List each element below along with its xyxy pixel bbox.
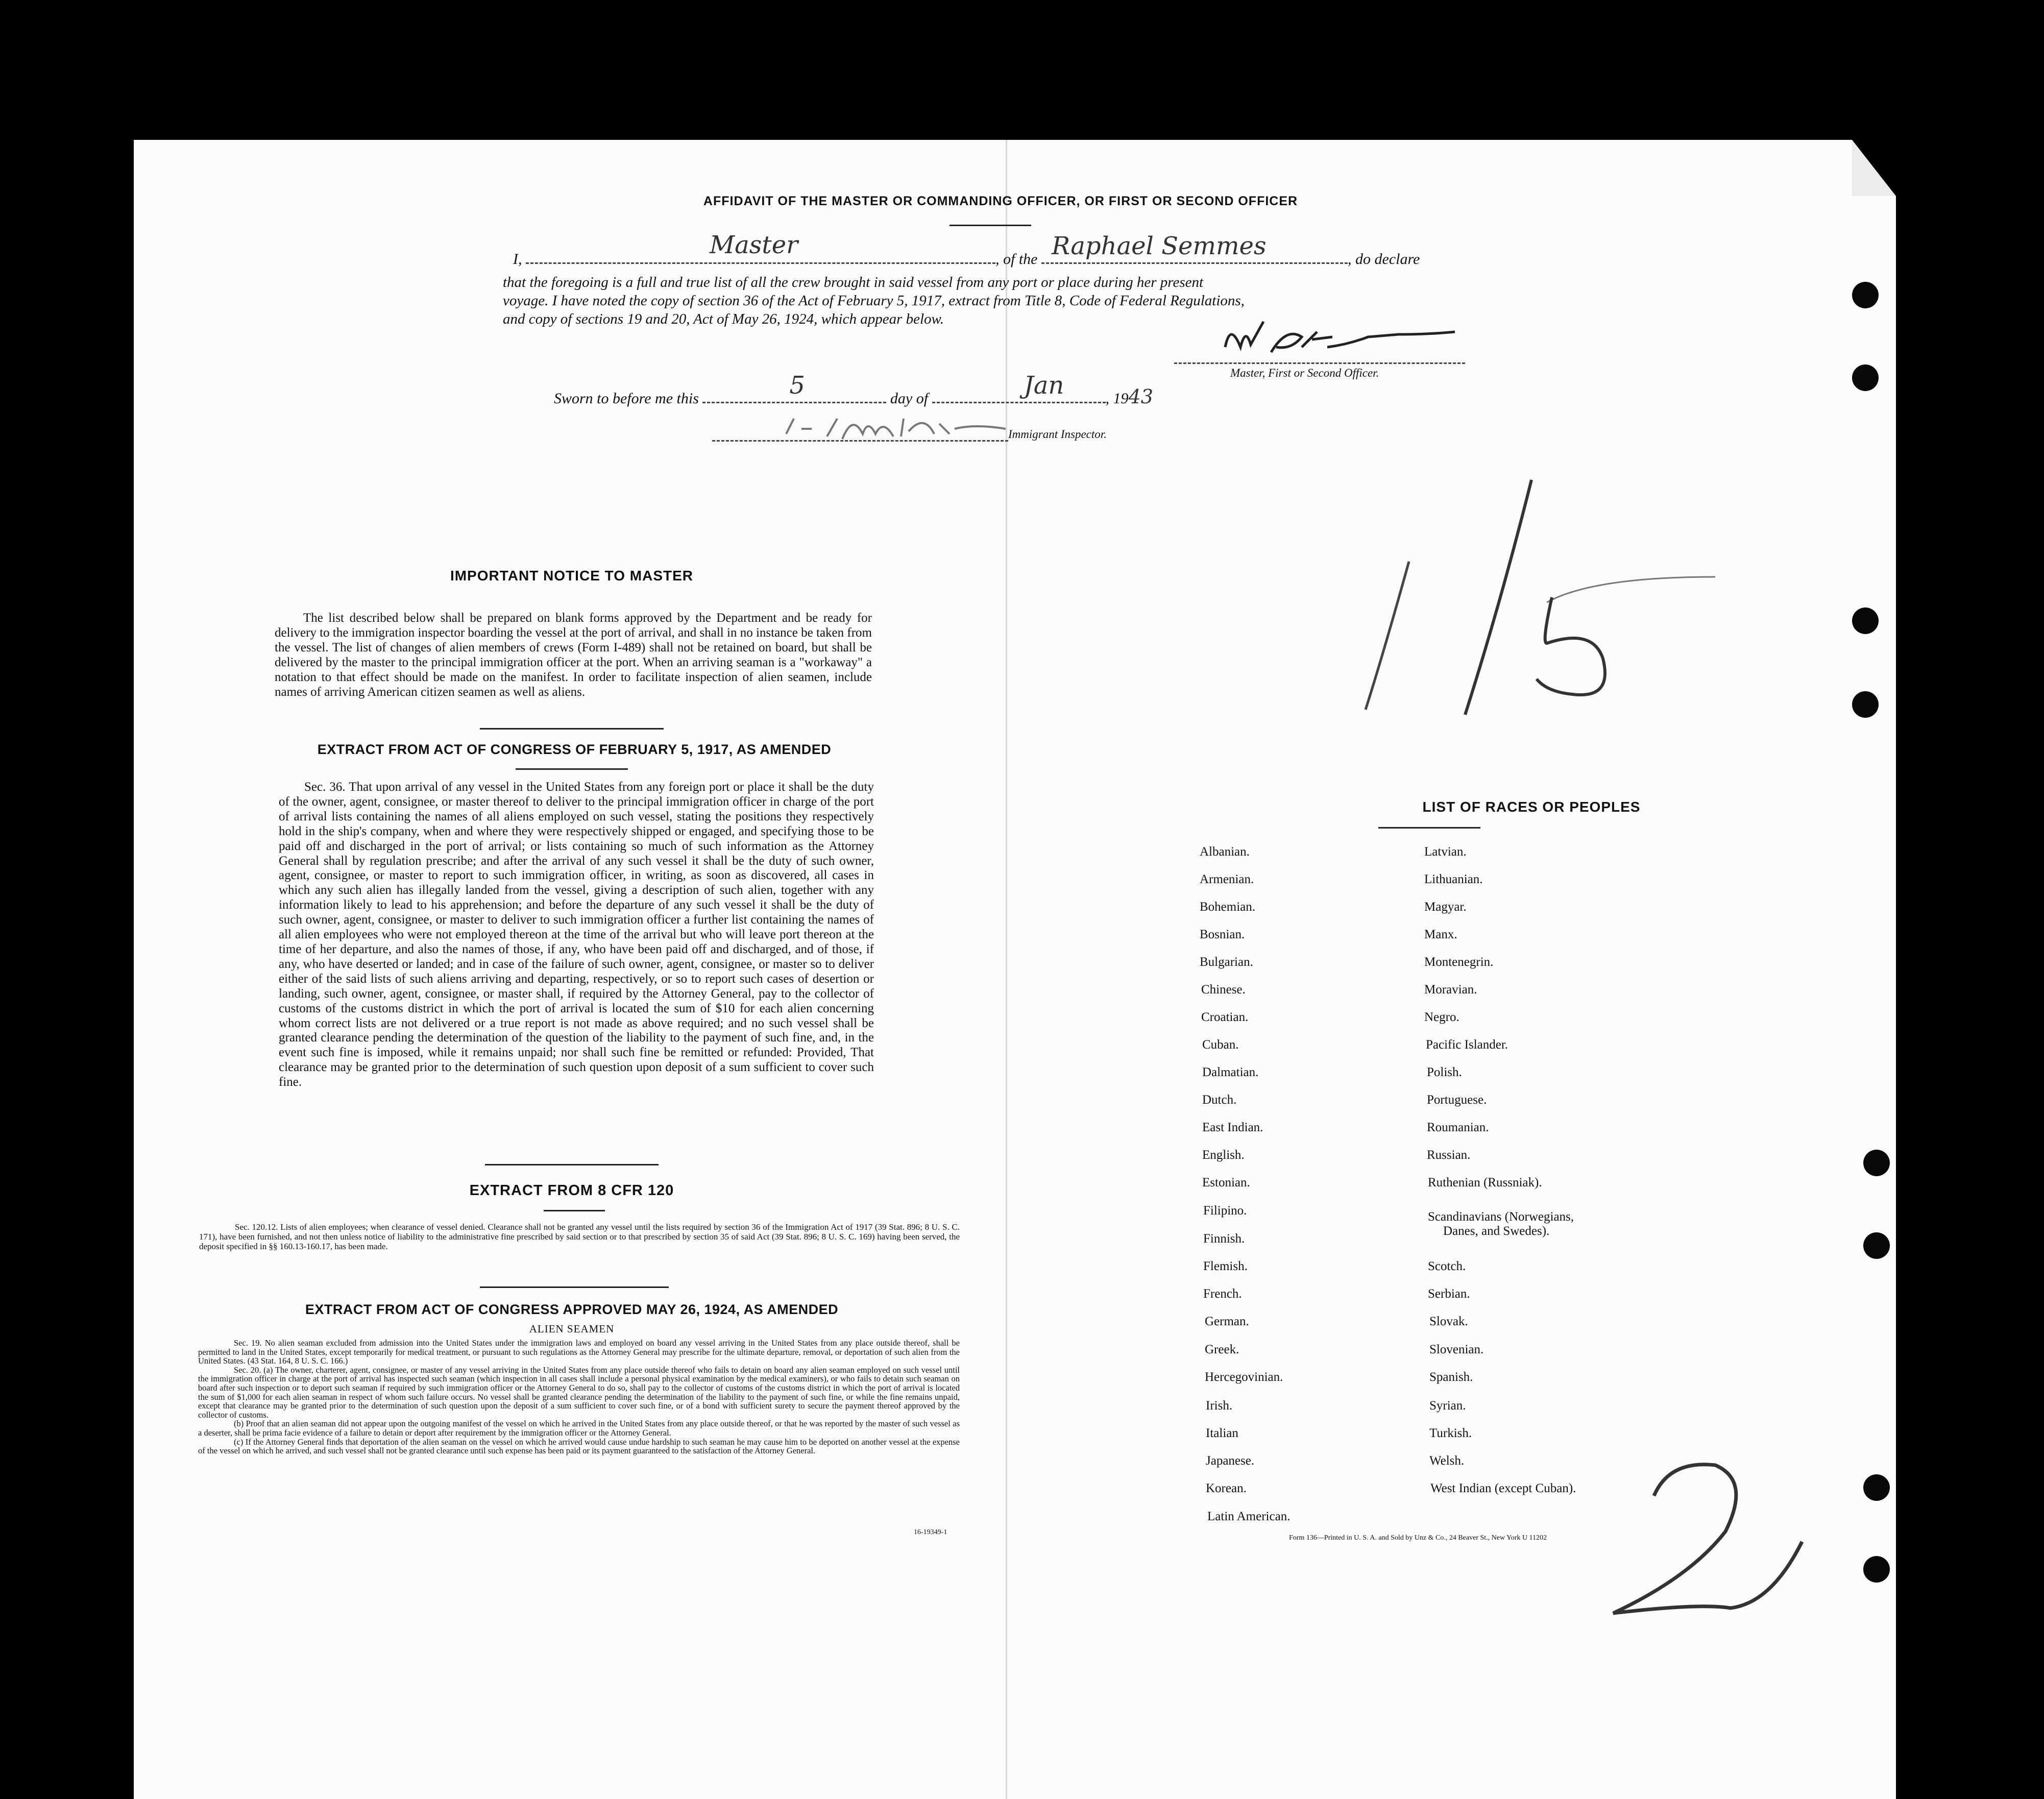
race-item: Croatian.: [1201, 1010, 1249, 1024]
race-item: Albanian.: [1200, 845, 1250, 859]
race-item: English.: [1202, 1148, 1245, 1162]
form-code: 16-19349-1: [914, 1528, 947, 1536]
race-item: Italian: [1206, 1426, 1238, 1440]
race-item: Flemish.: [1203, 1259, 1248, 1273]
officer-title-value: Master: [710, 231, 798, 259]
declaration-line-2: voyage. I have noted the copy of section 36 of the Act of February 5, 1917, extract from Title 8, Code of Federal Regulations,: [503, 293, 1245, 309]
day-label: day of: [890, 390, 929, 407]
race-item: Bosnian.: [1200, 928, 1245, 941]
heading-underline: [950, 225, 1031, 226]
punch-hole: [1852, 691, 1879, 718]
declaration-first-line: [513, 231, 1498, 268]
vessel-name-field: [1041, 232, 1348, 264]
extract-1917-heading: EXTRACT FROM ACT OF CONGRESS OF FEBRUARY 5, 1917, AS AMENDED: [317, 742, 832, 757]
notice-heading: IMPORTANT NOTICE TO MASTER: [450, 568, 694, 584]
handwritten-page-number: [1598, 1450, 1812, 1634]
sec-20a-text: Sec. 20. (a) The owner, charterer, agent, consignee, or master of any vessel arriving in the United States from any place outside thereof who fails to detain on board any alien seaman employed on such vessel until the immigration officer in charge at the port of arrival has inspected such seaman (which inspection in all cases shall include a personal physical examination by the medical examiners), or who fails to detain such seaman on board after such inspection or to deport such seaman if required by such immigration officer or the Attorney General to do so, shall pay to the collector of customs of the customs district in which the port of arrival is located the sum of $1,000 for each alien seaman in respect of whom such failure occurs. No vessel shall be granted clearance pending the determination of the liability to the payment of such fine, or while the fine remains unpaid, except that clearance may be granted prior to the determination of such question upon the deposit of a sum sufficient to cover such fine, or of a bond with sufficient surety to secure the payment thereof approved by the collector of customs.: [198, 1365, 960, 1420]
race-item: Magyar.: [1424, 900, 1467, 914]
sec-19-text: Sec. 19. No alien seaman excluded from admission into the United States under the immigration laws and employed on board any vessel arriving in the United States from any place outside thereof, shall be permitted to land in the United States, except temporarily for medical treatment, or pursuant to such regulations as the Attorney General may prescribe for the ultimate departure, removal, or deportation of such alien from the United States. (43 Stat. 164, 8 U. S. C. 166.): [198, 1338, 960, 1366]
divider: [544, 1210, 605, 1211]
race-item: Montenegrin.: [1424, 955, 1494, 969]
race-item: French.: [1203, 1287, 1242, 1301]
month-field: [932, 371, 1106, 403]
races-heading: LIST OF RACES OR PEOPLES: [1422, 799, 1641, 815]
race-item: Scotch.: [1428, 1259, 1466, 1273]
race-item: Polish.: [1427, 1065, 1462, 1079]
race-item: Serbian.: [1428, 1287, 1470, 1301]
cfr-heading: EXTRACT FROM 8 CFR 120: [469, 1182, 674, 1199]
sworn-line: [554, 371, 1269, 408]
master-signature-label: Master, First or Second Officer.: [1230, 367, 1379, 379]
race-item: Pacific Islander.: [1426, 1038, 1508, 1052]
race-item: Turkish.: [1429, 1426, 1472, 1440]
day-field: [702, 371, 886, 403]
race-item: German.: [1205, 1315, 1249, 1328]
divider: [480, 728, 664, 730]
race-item: Syrian.: [1429, 1399, 1466, 1413]
month-value: Jan: [1024, 371, 1064, 400]
race-item: Filipino.: [1203, 1204, 1247, 1218]
extract-1917-body: Sec. 36. That upon arrival of any vessel in the United States from any foreign port or place it shall be the duty of the owner, agent, consignee, or master thereof to deliver to the principal immigration officer in charge of the port of arrival lists containing the names of all aliens employed on such vessel, stating the positions they respectively hold in the ship's company, when and where they were respectively shipped or engaged, and specifying those to be paid off and discharged in the port of arrival; or lists containing so much of such information as the Attorney General shall by regulation prescribe; and after the arrival of any such vessel it shall be the duty of such owner, agent, consignee, or master to report to such immigration officer, in writing, as soon as discovered, all cases in which any such alien has illegally landed from the vessel, giving a description of such alien, together with any information likely to lead to his apprehension; and before the departure of any such vessel it shall be the duty of such owner, agent, consignee, or master to deliver to such immigration officer a further list containing the names of all alien employees who were not employed thereon at the time of the arrival but who will leave port thereon at the time of her departure, and also the names of those, if any, who have been paid off and discharged, and of those, if any, who have deserted or landed; and in case of the failure of such owner, agent, consignee, or master so to deliver either of the said lists of such aliens arriving and departing, respectively, or so to report such cases of desertion or landing, such owner, agent, consignee, or master shall, if required by the Attorney General, pay to the collector of customs of the customs district in which the port of arrival is located the sum of $10 for each alien concerning whom correct lists are not delivered or a true report is not made as above required; and no such vessel shall be granted clearance pending the determination of the question of the liability to the payment of such fine, and, in the event such fine is imposed, while it remains unpaid; nor shall such fine be remitted or refunded: Provided, That clearance may be granted prior to the determination of such question upon deposit of a sum sufficient to cover such fine.: [279, 780, 874, 1089]
divider: [480, 1286, 669, 1288]
sworn-label: Sworn to before me this: [554, 390, 699, 407]
race-item: Korean.: [1206, 1481, 1247, 1495]
i-label: I,: [513, 251, 522, 268]
declaration-line-3: and copy of sections 19 and 20, Act of May 26, 1924, which appear below.: [503, 311, 944, 327]
extract-1924-heading: EXTRACT FROM ACT OF CONGRESS APPROVED MAY 26, 1924, AS AMENDED: [305, 1302, 839, 1317]
divider: [516, 768, 628, 770]
race-item: Roumanian.: [1427, 1121, 1489, 1134]
extract-1924-body: [198, 1339, 960, 1455]
race-item: Slovak.: [1429, 1315, 1468, 1328]
punch-hole: [1863, 1232, 1890, 1259]
race-item: Moravian.: [1424, 983, 1477, 996]
race-item: Portuguese.: [1427, 1093, 1487, 1107]
punch-hole: [1863, 1150, 1890, 1176]
race-item: Latvian.: [1424, 845, 1467, 859]
race-item: Russian.: [1427, 1148, 1471, 1162]
declaration-line-1: that the foregoing is a full and true list of all the crew brought in said vessel from any port or place during her present: [503, 274, 1204, 290]
race-item: Danes, and Swedes).: [1443, 1224, 1550, 1238]
of-the-label: , of the: [995, 251, 1038, 268]
do-declare-label: , do declare: [1348, 251, 1420, 268]
cfr-body: Sec. 120.12. Lists of alien employees; when clearance of vessel denied. Clearance shall not be granted any vessel until the lists required by section 36 of the Immigration Act of 1917 (39 Stat. 896; 8 U. S. C. 171), have been furnished, and not then unless notice of liability to the administrative fine prescribed by said section or to that prescribed by section 35 of said Act (39 Stat. 896; 8 U. S. C. 169) having been served, the deposit specified in §§ 160.13-160.17, has been made.: [199, 1222, 960, 1251]
race-item: Spanish.: [1429, 1370, 1473, 1384]
race-item: Ruthenian (Russniak).: [1428, 1176, 1542, 1189]
race-item: Finnish.: [1203, 1232, 1245, 1246]
race-item: Hercegovinian.: [1205, 1370, 1283, 1384]
race-item: Manx.: [1424, 928, 1457, 941]
officer-title-field: [526, 231, 995, 264]
punch-hole: [1863, 1474, 1890, 1501]
race-item: Cuban.: [1202, 1038, 1239, 1052]
race-item: Japanese.: [1206, 1454, 1255, 1468]
sec-20c-text: (c) If the Attorney General finds that deportation of the alien seaman on the vessel on which he arrived would cause undue hardship to such seaman he may cause him to be deported on another vessel at the expense of the vessel on which he arrived, and such vessel shall not be granted clearance until such expense has been paid or its payment guaranteed to the satisfaction of the Attorney General.: [198, 1437, 960, 1456]
punch-hole: [1852, 607, 1879, 634]
race-item: Irish.: [1206, 1399, 1233, 1413]
master-signature: [1215, 317, 1460, 368]
race-item: Bohemian.: [1200, 900, 1256, 914]
handwritten-tally-mark: [1307, 475, 1725, 730]
inspector-signature: [781, 408, 1016, 444]
race-item: East Indian.: [1202, 1121, 1263, 1134]
inspector-label: Immigrant Inspector.: [1008, 428, 1107, 441]
punch-hole: [1863, 1556, 1890, 1583]
punch-hole: [1852, 282, 1879, 308]
race-item: Negro.: [1424, 1010, 1459, 1024]
race-item: Bulgarian.: [1200, 955, 1253, 969]
divider: [1378, 827, 1480, 829]
year-label: , 19: [1105, 390, 1129, 407]
race-item: Dutch.: [1202, 1093, 1237, 1107]
sec-20b-text: (b) Proof that an alien seaman did not appear upon the outgoing manifest of the vessel on which he arrived in the United States from any place outside thereof, or that he was reported by the master of such vessel as a deserter, shall be prima facie evidence of a failure to detain or deport after requirement by the immigration officer or the Attorney General.: [198, 1419, 960, 1438]
notice-body: The list described below shall be prepared on blank forms approved by the Department and be ready for delivery to the immigration inspector boarding the vessel at the port of arrival, and shall in no instance be taken from the vessel. The list of changes of alien members of crews (Form I-489) shall not be retained on board, but shall be delivered by the master to the principal immigration officer at the port. When an arriving seaman is a "workaway" a notation to that effect should be made on the manifest. In order to facilitate inspection of alien seamen, include names of arriving American citizen seamen as well as aliens.: [275, 611, 872, 699]
race-item: Welsh.: [1429, 1454, 1465, 1468]
race-item: Estonian.: [1202, 1176, 1250, 1189]
affidavit-heading: AFFIDAVIT OF THE MASTER OR COMMANDING OFFICER, OR FIRST OR SECOND OFFICER: [703, 194, 1298, 208]
race-item: Armenian.: [1200, 872, 1254, 886]
race-item: West Indian (except Cuban).: [1430, 1481, 1576, 1495]
day-value: 5: [789, 371, 805, 400]
race-item: Dalmatian.: [1202, 1065, 1259, 1079]
year-value: 43: [1128, 385, 1153, 408]
extract-1924-subheading: ALIEN SEAMEN: [529, 1323, 615, 1335]
printer-footer: Form 136—Printed in U. S. A. and Sold by Unz & Co., 24 Beaver St., New York U 11202: [1289, 1534, 1547, 1542]
race-item: Greek.: [1205, 1343, 1239, 1356]
punch-hole: [1852, 364, 1879, 391]
divider: [485, 1164, 659, 1165]
race-item: Chinese.: [1201, 983, 1246, 996]
race-item: Scandinavians (Norwegians,: [1428, 1210, 1574, 1224]
race-item: Lithuanian.: [1424, 872, 1483, 886]
race-item: Latin American.: [1207, 1510, 1291, 1523]
vessel-name-value: Raphael Semmes: [1052, 232, 1267, 260]
race-item: Slovenian.: [1429, 1343, 1484, 1356]
